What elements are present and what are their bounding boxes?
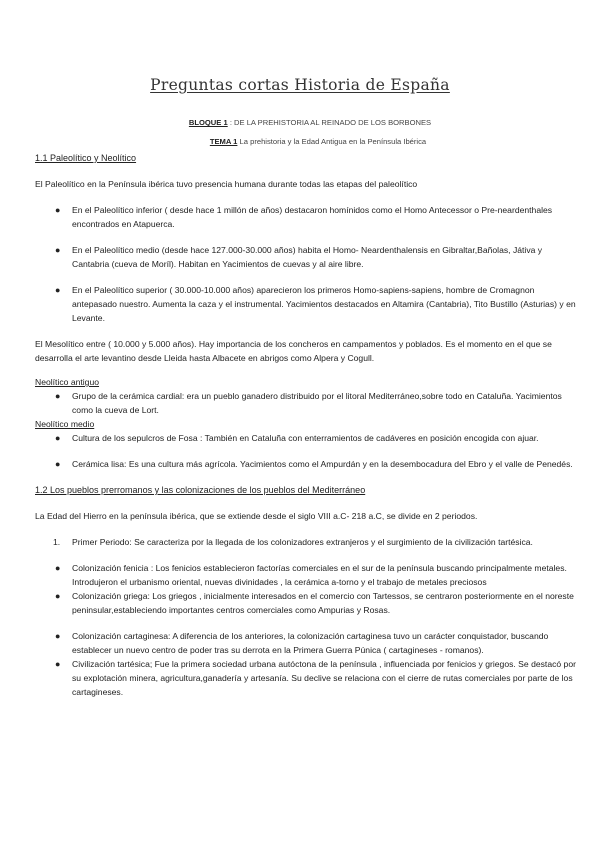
bullet-icon: ● [55,285,61,295]
list-item-text: En el Paleolítico inferior ( desde hace 1 millón de años) destacaron homínidos como el Homo Antecessor o Pre-neardenthales encontrados en Atapuerca. [72,205,553,229]
subheading-neolitico-medio: Neolítico medio [35,419,95,429]
list-item-text: Colonización cartaginesa: A diferencia de los anteriores, la colonización cartaginesa tuvo un carácter conquistador, buscando establecer un nuevo centro de poder tras su derrota en la Primera Guerra Púnica ( cartagineses - romanos). [72,631,549,655]
bullet-icon: ● [55,205,61,215]
list-item-text: Cerámica lisa: Es una cultura más agrícola. Yacimientos como el Ampurdán y en la desembocadura del Ebro y el valle de Penedés. [72,459,573,469]
page-title: Preguntas cortas Historia de España [150,76,450,94]
bullet-icon: ● [55,591,61,601]
bullet-icon: ● [55,631,61,641]
tema-text: La prehistoria y la Edad Antigua en la Península Ibérica [239,137,427,146]
bullet-icon: ● [55,459,61,469]
list-item-text: Cultura de los sepulcros de Fosa : También en Cataluña con enterramientos de cadáveres en posición encogida con ajuar. [72,433,539,443]
bloque-label: BLOQUE 1 [188,118,228,127]
list-item [35,457,580,471]
list-item [35,629,580,657]
bullet-icon: ● [55,433,61,443]
numbered-item [35,535,580,549]
bullet-icon: ● [55,245,61,255]
paragraph-paleolitico-intro: El Paleolítico en la Península ibérica tuvo presencia humana durante todas las etapas del paleolítico [35,179,418,189]
list-item-text: Colonización griega: Los griegos , inicialmente interesados en el comercio con Tartessos, se centraron posteriormente en el noreste peninsular,estableciendo importantes centros comerciales como Ampurias y Rosas. [72,591,574,615]
list-item-text: Colonización fenicia : Los fenicios establecieron factorías comerciales en el sur de la península buscando principalmente metales. Introdujeron el urbanismo oriental, nuevas divinidades , la cerámica a-torno y el trabajo de metales preciosos [72,563,567,587]
list-item-text: Grupo de la cerámica cardial: era un pueblo ganadero distribuido por el litoral Mediterráneo,sobre todo en Cataluña. Yacimientos como la cueva de Lort. [72,391,562,415]
bullet-icon: ● [55,563,61,573]
tema-heading [0,135,600,149]
list-item [35,243,580,271]
list-item [35,283,580,325]
list-item-text: En el Paleolítico superior ( 30.000-10.000 años) aparecieron los primeros Homo-sapiens-sapiens, hombre de Cromagnon antepasado nuestro. Aumenta la caza y el instrumental. Yacimientos destacados en Altamira (Cantabria), Tito Bustillo (Asturias) y en Levante. [72,285,576,323]
bloque-heading [0,116,600,130]
list-item [35,589,580,617]
tema-label: TEMA 1 [209,137,238,146]
bullet-icon: ● [55,391,61,401]
list-item [35,561,580,589]
section-heading-1-2: 1.2 Los pueblos prerromanos y las colonizaciones de los pueblos del Mediterráneo [35,485,366,495]
paragraph-edad-hierro: La Edad del Hierro en la península ibérica, que se extiende desde el siglo VIII a.C- 218 a.C, se divide en 2 periodos. [35,511,478,521]
numbered-item-text: Primer Periodo: Se caracteriza por la llegada de los colonizadores extranjeros y el surgimiento de la civilización tartésica. [72,537,533,547]
list-item-text: Civilización tartésica; Fue la primera sociedad urbana autóctona de la península , influenciada por fenicios y griegos. Se destacó por su explotación minera, agricultura,ganadería y artesanía. Su declive se relaciona con el cierre de rutas comerciales por parte de los cartagineses. [72,659,576,697]
list-item [35,203,580,231]
paragraph-mesolitico: El Mesolítico entre ( 10.000 y 5.000 años). Hay importancia de los concheros en campamentos y poblados. Es el momento en el que se desarrolla el arte levantino desde Lleida hasta Albacete en abrigos como Alpera y Cogull. [35,339,552,363]
list-item [35,389,580,417]
document-body [35,151,580,699]
subheading-neolitico-antiguo: Neolítico antiguo [35,377,100,387]
bloque-text: : DE LA PREHISTORIA AL REINADO DE LOS BORBONES [229,118,432,127]
bullet-icon: ● [55,659,61,669]
list-item-text: En el Paleolítico medio (desde hace 127.000-30.000 años) habita el Homo- Neardenthalensis en Gibraltar,Bañolas, Játiva y Cantabria (cueva de Moríl). Habitan en Yacimientos de cuevas y al aire libre. [72,245,543,269]
item-number: 1. [53,537,61,547]
list-item [35,657,580,699]
list-item [35,431,580,445]
section-heading-1-1: 1.1 Paleolítico y Neolítico [35,153,137,163]
